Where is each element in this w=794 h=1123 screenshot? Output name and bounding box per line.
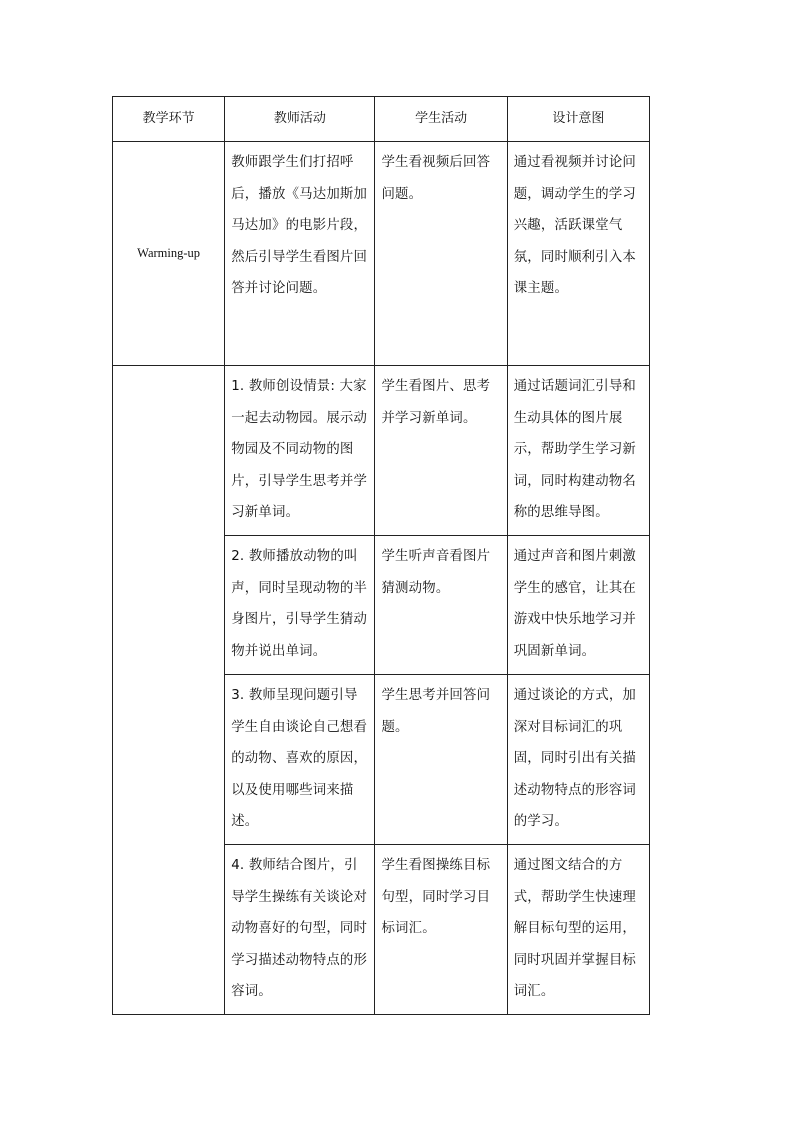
teacher-activity-cell: 1. 教师创设情景: 大家一起去动物园。展示动物园及不同动物的图片，引导学生思考并学习新单词。 bbox=[225, 366, 375, 536]
table-row-warming-up bbox=[113, 142, 650, 366]
teacher-activity-cell: 4. 教师结合图片，引导学生操练有关谈论对动物喜好的句型，同时学习描述动物特点的形容词。 bbox=[225, 845, 375, 1015]
student-activity-cell: 学生看视频后回答问题。 bbox=[375, 142, 507, 366]
header-stage: 教学环节 bbox=[113, 97, 225, 142]
stage-cell-blank bbox=[113, 366, 225, 1015]
stage-warming-up: Warming-up bbox=[113, 142, 225, 366]
student-activity-cell: 学生看图片、思考并学习新单词。 bbox=[375, 366, 507, 536]
header-row bbox=[113, 97, 650, 142]
student-activity-cell: 学生听声音看图片猜测动物。 bbox=[375, 536, 507, 675]
header-student-activity: 学生活动 bbox=[375, 97, 507, 142]
student-activity-cell: 学生看图操练目标句型，同时学习目标词汇。 bbox=[375, 845, 507, 1015]
teacher-activity-cell: 教师跟学生们打招呼后，播放《马达加斯加马达加》的电影片段，然后引导学生看图片回答并讨论问题。 bbox=[225, 142, 375, 366]
design-intent-cell: 通过看视频并讨论问题，调动学生的学习兴趣，活跃课堂气氛，同时顺利引入本课主题。 bbox=[507, 142, 649, 366]
teacher-activity-cell: 3. 教师呈现问题引导学生自由谈论自己想看的动物、喜欢的原因，以及使用哪些词来描述。 bbox=[225, 675, 375, 845]
design-intent-cell: 通过图文结合的方式，帮助学生快速理解目标句型的运用，同时巩固并掌握目标词汇。 bbox=[507, 845, 649, 1015]
design-intent-cell: 通过谈论的方式，加深对目标词汇的巩固，同时引出有关描述动物特点的形容词的学习。 bbox=[507, 675, 649, 845]
student-activity-cell: 学生思考并回答问题。 bbox=[375, 675, 507, 845]
header-teacher-activity: 教师活动 bbox=[225, 97, 375, 142]
teacher-activity-cell: 2. 教师播放动物的叫声，同时呈现动物的半身图片，引导学生猜动物并说出单词。 bbox=[225, 536, 375, 675]
header-design-intent: 设计意图 bbox=[507, 97, 649, 142]
design-intent-cell: 通过话题词汇引导和生动具体的图片展示，帮助学生学习新词，同时构建动物名称的思维导图。 bbox=[507, 366, 649, 536]
table-row bbox=[113, 366, 650, 536]
design-intent-cell: 通过声音和图片刺激学生的感官，让其在游戏中快乐地学习并巩固新单词。 bbox=[507, 536, 649, 675]
lesson-plan-table bbox=[112, 96, 650, 1015]
